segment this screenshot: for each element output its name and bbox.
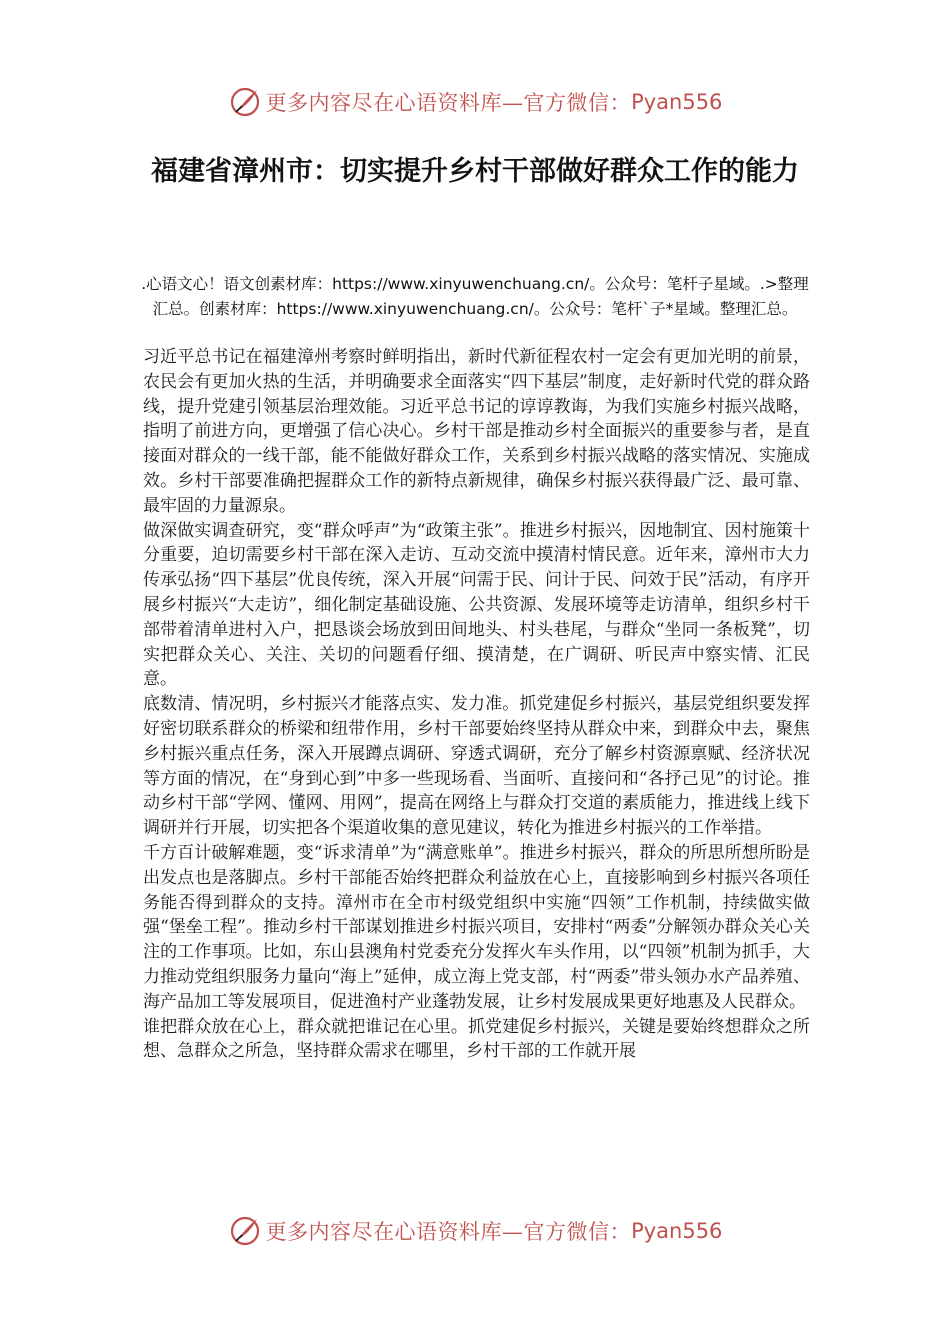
article-body (143, 345, 810, 1064)
banner-text: 更多内容尽在心语资料库—官方微信： (265, 1220, 632, 1244)
document-title: 福建省漳州市：切实提升乡村干部做好群众工作的能力 (151, 156, 799, 187)
paragraph-3: 底数清、情况明，乡村振兴才能落点实、发力准。抓党建促乡村振兴，基层党组织要发挥好密切联系群众的桥梁和纽带作用，乡村干部要始终坚持从群众中来，到群众中去，聚焦乡村振兴重点任务，深入开展蹲点调研、穿透式调研，充分了解乡村资源禀赋、经济状况等方面的情况，在“身到心到”中多一些现场看、当面听、直接问和“各抒己见”的讨论。推动乡村干部“学网、懂网、用网”，提高在网络上与群众打交道的素质能力，推进线上线下调研并行开展，切实把各个渠道收集的意见建议，转化为推进乡村振兴的工作举措。 (143, 694, 810, 839)
banner-wechat-id: Pyan556 (631, 1219, 723, 1243)
feather-pen-logo-icon (228, 1214, 262, 1248)
footer-watermark-banner (0, 1211, 950, 1251)
paragraph-2: 做深做实调查研究，变“群众呼声”为“政策主张”。推进乡村振兴，因地制宜、因村施策十分重要，迫切需要乡村干部在深入走访、互动交流中摸清村情民意。近年来，漳州市大力传承弘扬“四下基层”优良传统，深入开展“问需于民、问计于民、问效于民”活动，有序开展乡村振兴“大走访”，细化制定基础设施、公共资源、发展环境等走访清单，组织乡村干部带着清单进村入户，把恳谈会场放到田间地头、村头巷尾，与群众“坐同一条板凳”，切实把群众关心、关注、关切的问题看仔细、摸清楚，在广调研、听民声中察实情、汇民意。 (143, 520, 810, 690)
feather-pen-logo-icon (228, 85, 262, 119)
banner-text: 更多内容尽在心语资料库—官方微信： (265, 91, 632, 115)
banner-wechat-id: Pyan556 (631, 90, 723, 114)
paragraph-4: 千方百计破解难题，变“诉求清单”为“满意账单”。推进乡村振兴，群众的所思所想所盼是出发点也是落脚点。乡村干部能否始终把群众利益放在心上，直接影响到乡村振兴各项任务能否得到群众的支持。漳州市在全市村级党组织中实施“四领”工作机制，持续做实做强“堡垒工程”。推动乡村干部谋划推进乡村振兴项目，安排村“两委”分解领办群众关心关注的工作事项。比如，东山县澳角村党委充分发挥火车头作用，以“四领”机制为抓手，大力推动党组织服务力量向“海上”延伸，成立海上党支部，村“两委”带头领办水产品养殖、海产品加工等发展项目，促进渔村产业蓬勃发展，让乡村发展成果更好地惠及人民群众。 (143, 842, 810, 1012)
paragraph-1: 习近平总书记在福建漳州考察时鲜明指出，新时代新征程农村一定会有更加光明的前景，农民会有更加火热的生活，并明确要求全面落实“四下基层”制度，走好新时代党的群众路线，提升党建引领基层治理效能。习近平总书记的谆谆教诲，为我们实施乡村振兴战略，指明了前进方向，更增强了信心决心。乡村干部是推动乡村全面振兴的重要参与者，是直接面对群众的一线干部，能不能做好群众工作，关系到乡村振兴战略的落实情况、实施成效。乡村干部要准确把握群众工作的新特点新规律，确保乡村振兴获得最广泛、最可靠、最牢固的力量源泉。 (143, 347, 810, 516)
paragraph-5: 谁把群众放在心上，群众就把谁记在心里。抓党建促乡村振兴，关键是要始终想群众之所想、急群众之所急，坚持群众需求在哪里，乡村干部的工作就开展 (143, 1016, 810, 1062)
source-note: .心语文心！语文创素材库：https://www.xinyuwenchuang.cn/。公众号：笔杆子星域。.>整理汇总。创素材库：https://www.xinyuwenchuang.cn/。公众号：笔杆`子*星域。整理汇总。 (141, 275, 809, 318)
header-watermark-banner (0, 82, 950, 122)
